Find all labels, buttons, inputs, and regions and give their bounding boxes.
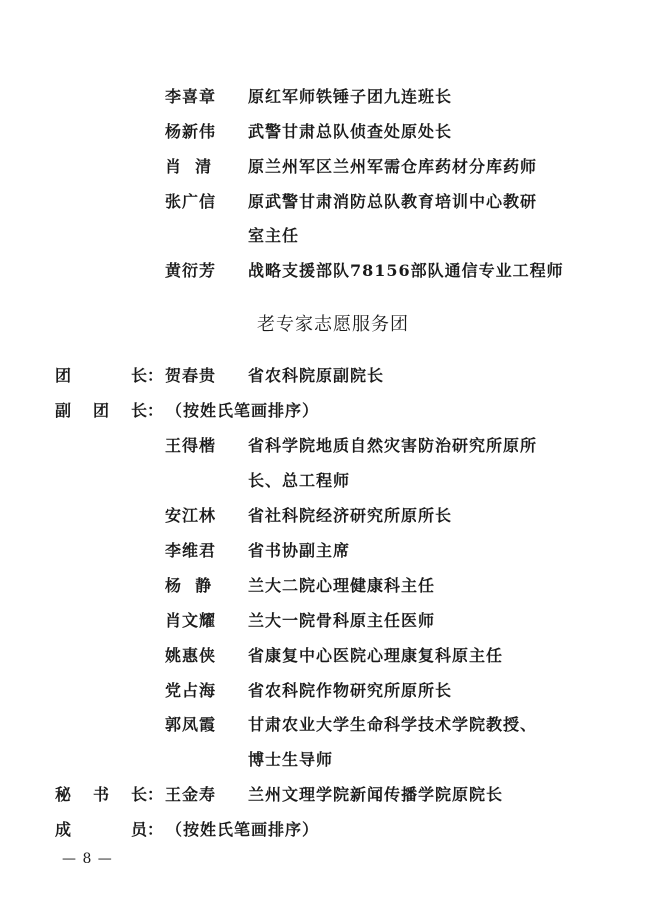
person-name: 王得楷 [165, 436, 217, 455]
list-item [0, 573, 646, 608]
list-item [0, 678, 646, 713]
members-row [0, 817, 646, 852]
list-item [0, 503, 646, 538]
role-label: 团 长： [55, 366, 163, 385]
list-item [0, 538, 646, 573]
person-name: 安江林 [165, 506, 217, 525]
person-name: 王金寿 [165, 785, 217, 804]
sort-note: （按姓氏笔画排序） [166, 820, 320, 839]
person-title: 省农科院原副院长 [248, 366, 385, 385]
person-name: 贺春贵 [165, 366, 217, 385]
person-title: 原兰州军区兰州军需仓库药材分库药师 [248, 157, 538, 176]
vice-leader-row [0, 398, 646, 433]
sort-note: （按姓氏笔画排序） [166, 401, 320, 420]
list-item [0, 433, 646, 468]
person-title: 战略支援部队78156部队通信专业工程师 [248, 261, 564, 280]
person-name: 郭凤霞 [165, 715, 217, 734]
person-title: 省康复中心医院心理康复科原主任 [248, 646, 504, 665]
person-title: 省书协副主席 [248, 541, 351, 560]
list-item-continuation [0, 223, 646, 258]
leader-row [0, 363, 646, 398]
list-item [0, 154, 646, 189]
person-title: 省社科院经济研究所原所长 [248, 506, 453, 525]
person-name: 肖 清 [165, 157, 213, 176]
person-name: 杨 静 [165, 576, 213, 595]
person-name: 姚惠侠 [165, 646, 217, 665]
person-title: 兰大二院心理健康科主任 [248, 576, 436, 595]
secretary-row [0, 782, 646, 817]
person-title-continuation: 长、总工程师 [248, 471, 351, 490]
list-item [0, 189, 646, 224]
list-item [0, 712, 646, 747]
person-title: 省农科院作物研究所原所长 [248, 681, 453, 700]
person-title: 武警甘肃总队侦查处原处长 [248, 122, 453, 141]
person-name: 杨新伟 [165, 122, 217, 141]
person-name: 李维君 [165, 541, 217, 560]
role-label: 副 团 长： [55, 401, 163, 420]
list-item [0, 608, 646, 643]
section-heading: 老专家志愿服务团 [257, 314, 409, 335]
person-title: 原红军师铁锤子团九连班长 [248, 87, 453, 106]
person-title: 原武警甘肃消防总队教育培训中心教研 [248, 192, 538, 211]
person-title: 兰州文理学院新闻传播学院原院长 [248, 785, 504, 804]
role-label: 成 员： [55, 820, 163, 839]
list-item-continuation [0, 468, 646, 503]
page-number: — 8 — [62, 851, 113, 867]
person-title: 甘肃农业大学生命科学技术学院教授、 [248, 715, 538, 734]
role-label: 秘 书 长： [55, 785, 163, 804]
person-title: 省科学院地质自然灾害防治研究所原所 [248, 436, 538, 455]
list-item [0, 258, 646, 293]
person-title-continuation: 博士生导师 [248, 750, 334, 769]
person-title: 兰大一院骨科原主任医师 [248, 611, 436, 630]
person-name: 张广信 [165, 192, 217, 211]
person-name: 黄衍芳 [165, 261, 217, 280]
list-item [0, 643, 646, 678]
list-item-continuation [0, 747, 646, 782]
person-name: 李喜章 [165, 87, 217, 106]
list-item [0, 84, 646, 119]
list-item [0, 119, 646, 154]
person-name: 肖文耀 [165, 611, 217, 630]
person-title-continuation: 室主任 [248, 226, 300, 245]
person-name: 党占海 [165, 681, 217, 700]
